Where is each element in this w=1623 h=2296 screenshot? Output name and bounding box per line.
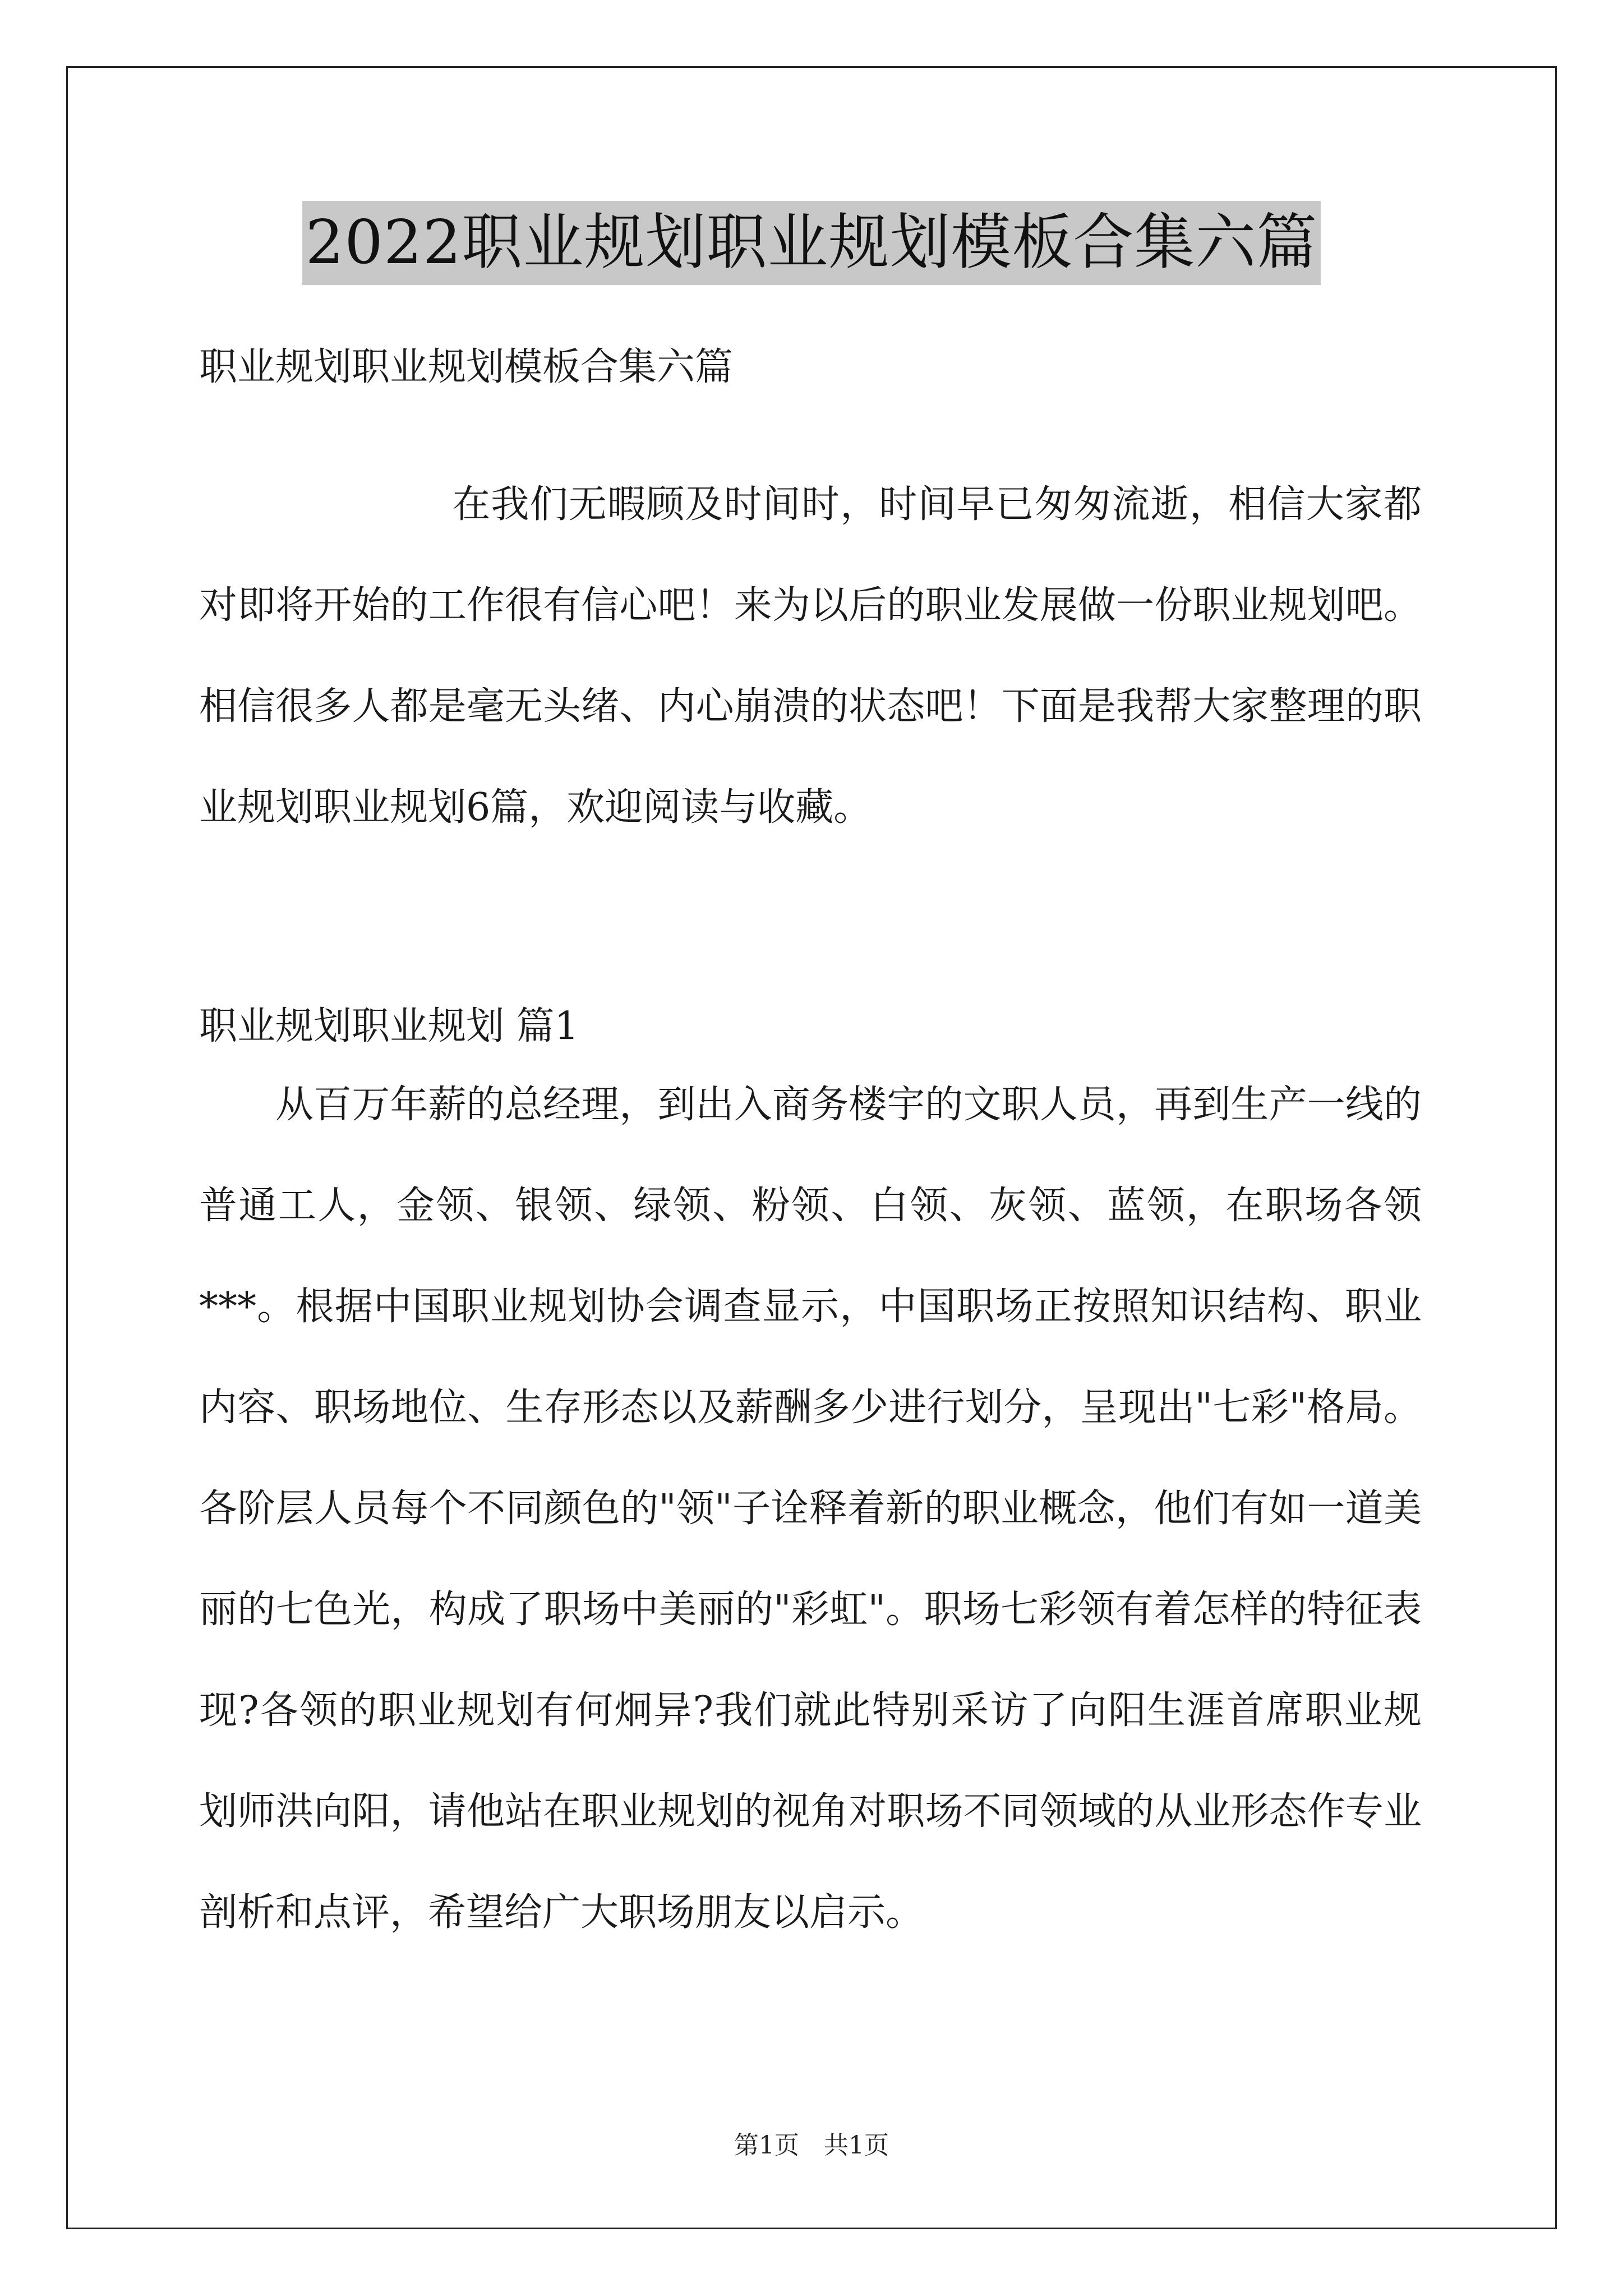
intro-text: 在我们无暇顾及时间时，时间早已匆匆流逝，相信大家都对即将开始的工作很有信心吧！来为以后的职业发展做一份职业规划吧。相信很多人都是毫无头绪、内心崩溃的状态吧！下面是我帮大家整理的职业规划职业规划6篇，欢迎阅读与收藏。 <box>199 482 1422 830</box>
intro-paragraph <box>199 454 1422 858</box>
section-paragraph: 从百万年薪的总经理，到出入商务楼宇的文职人员，再到生产一线的普通工人，金领、银领、绿领、粉领、白领、灰领、蓝领，在职场各领***。根据中国职业规划协会调查显示，中国职场正按照知识结构、职业内容、职场地位、生存形态以及薪酬多少进行划分，呈现出"七彩"格局。各阶层人员每个不同颜色的"领"子诠释着新的职业概念，他们有如一道美丽的七色光，构成了职场中美丽的"彩虹"。职场七彩领有着怎样的特征表现?各领的职业规划有何炯异?我们就此特别采访了向阳生涯首席职业规划师洪向阳，请他站在职业规划的视角对职场不同领域的从业形态作专业剖析和点评，希望给广大职场朋友以启示。 <box>199 1083 1422 1935</box>
page-number-footer: 第1页 共1页 <box>734 2131 889 2160</box>
title-container <box>0 201 1623 285</box>
section-heading: 职业规划职业规划 篇1 <box>199 1004 579 1048</box>
document-subtitle: 职业规划职业规划模板合集六篇 <box>199 345 734 389</box>
document-title: 2022职业规划职业规划模板合集六篇 <box>302 201 1321 285</box>
